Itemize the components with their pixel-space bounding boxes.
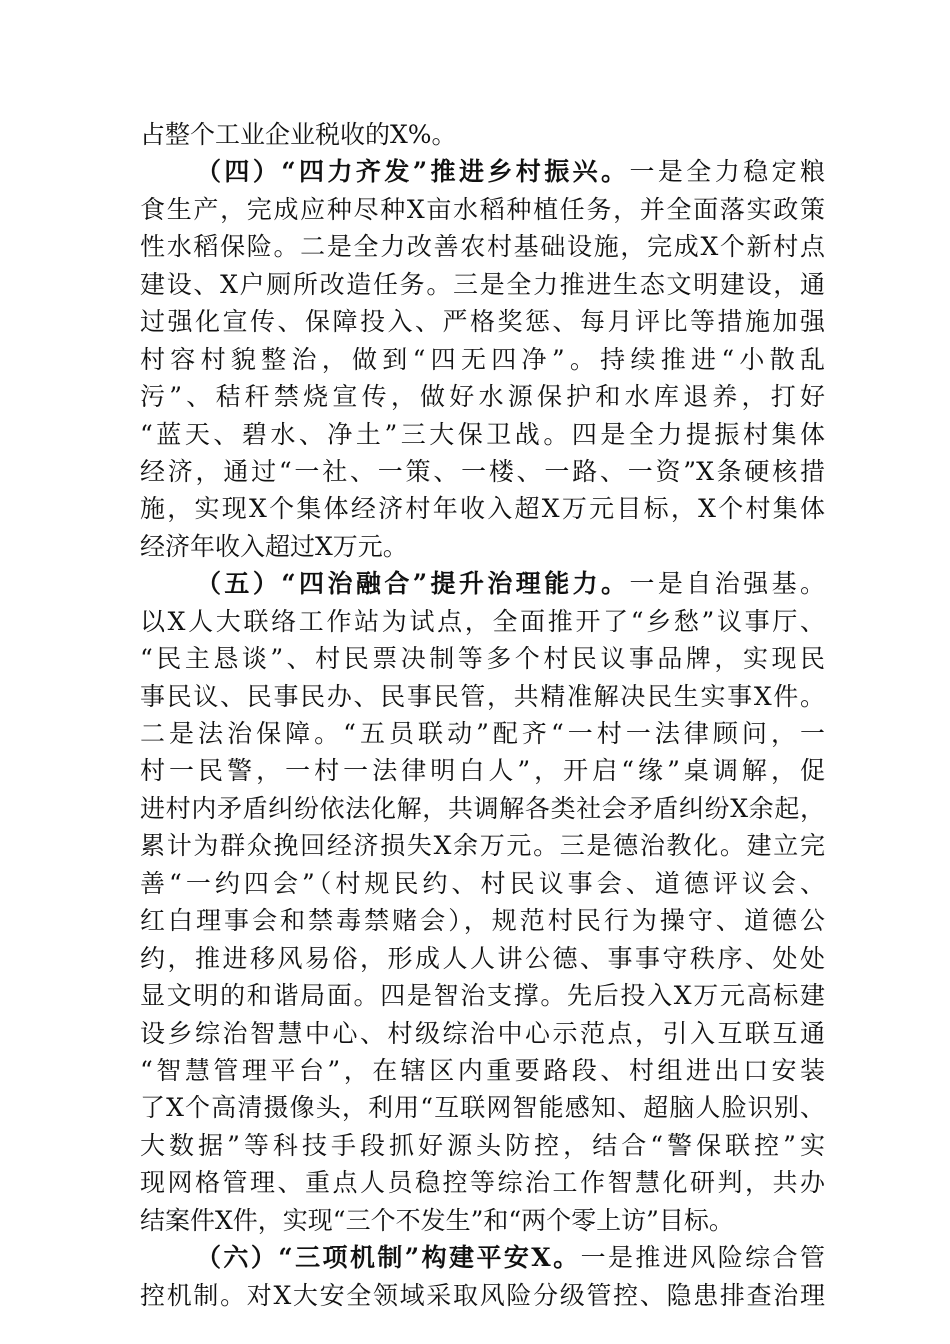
text-line: 大数据”等科技手段抓好源头防控，结合“警保联控”实 [140, 1130, 825, 1160]
text-line: 污”、秸秆禁烧宣传，做好水源保护和水库退养，打好 [140, 382, 825, 412]
text-line: “蓝天、碧水、净土”三大保卫战。四是全力提振村集体 [140, 419, 825, 449]
text-line: 显文明的和谐局面。四是智治支撑。先后投入X万元高标建 [140, 981, 825, 1011]
text-line: 性水稻保险。二是全力改善农村基础设施，完成X个新村点 [140, 232, 825, 262]
section-5-first-line [140, 565, 825, 602]
text-line: 红白理事会和禁毒禁赌会），规范村民行为操守、道德公 [140, 906, 825, 936]
text-line: 进村内矛盾纠纷依法化解，共调解各类社会矛盾纠纷X余起， [140, 793, 825, 823]
text-line: 约，推进移风易俗，形成人人讲公德、事事守秩序、处处 [140, 943, 825, 973]
text-line: 施，实现X个集体经济村年收入超X万元目标，X个村集体 [140, 494, 825, 524]
text-line: 事民议、民事民办、民事民管，共精准解决民生实事X件。 [140, 681, 825, 711]
text-line: 结案件X件，实现“三个不发生”和“两个零上访”目标。 [140, 1205, 734, 1235]
section-4-heading: （四）“四力齐发”推进乡村振兴。 [196, 157, 630, 187]
text-line: 经济年收入超过X万元。 [140, 531, 408, 561]
text-line: 建设、X户厕所改造任务。三是全力推进生态文明建设，通 [140, 269, 825, 299]
document-body [140, 116, 825, 1314]
text-line: 村容村貌整治，做到“四无四净”。持续推进“小散乱 [140, 344, 825, 374]
section-4-first-line [140, 153, 825, 190]
text-line: 累计为群众挽回经济损失X余万元。三是德治教化。建立完 [140, 831, 825, 861]
section-4-intro: 一是全力稳定粮 [629, 157, 825, 187]
text-line: 食生产，完成应种尽种X亩水稻种植任务，并全面落实政策 [140, 194, 825, 224]
section-6-heading: （六）“三项机制”构建平安X。 [196, 1243, 581, 1273]
section-6-first-line [140, 1239, 825, 1276]
section-5-intro: 一是自治强基。 [629, 569, 825, 599]
text-line: 占整个工业企业税收的X%。 [140, 120, 457, 149]
text-line: 以X人大联络工作站为试点，全面推开了“乡愁”议事厅、 [140, 606, 825, 636]
text-line: 善“一约四会”（村规民约、村民议事会、道德评议会、 [140, 868, 825, 898]
section-5-heading: （五）“四治融合”提升治理能力。 [196, 569, 630, 599]
text-line: 过强化宣传、保障投入、严格奖惩、每月评比等措施加强 [140, 307, 825, 337]
text-line: 了X个高清摄像头，利用“互联网智能感知、超脑人脸识别、 [140, 1093, 825, 1123]
text-line: 控机制。对X大安全领域采取风险分级管控、隐患排查治理 [140, 1280, 825, 1310]
section-6-intro: 一是推进风险综合管 [580, 1243, 825, 1273]
text-line: 设乡综治智慧中心、村级综治中心示范点，引入互联互通 [140, 1018, 825, 1048]
text-line: 村一民警，一村一法律明白人”，开启“缘”桌调解，促 [140, 756, 825, 786]
text-line: 现网格管理、重点人员稳控等综治工作智慧化研判，共办 [140, 1168, 825, 1198]
text-line: “智慧管理平台”，在辖区内重要路段、村组进出口安装 [140, 1055, 825, 1085]
text-line: 经济，通过“一社、一策、一楼、一路、一资”X条硬核措 [140, 456, 825, 486]
text-line: 二是法治保障。“五员联动”配齐“一村一法律顾问，一 [140, 719, 825, 748]
text-line: “民主恳谈”、村民票决制等多个村民议事品牌，实现民 [140, 644, 825, 674]
